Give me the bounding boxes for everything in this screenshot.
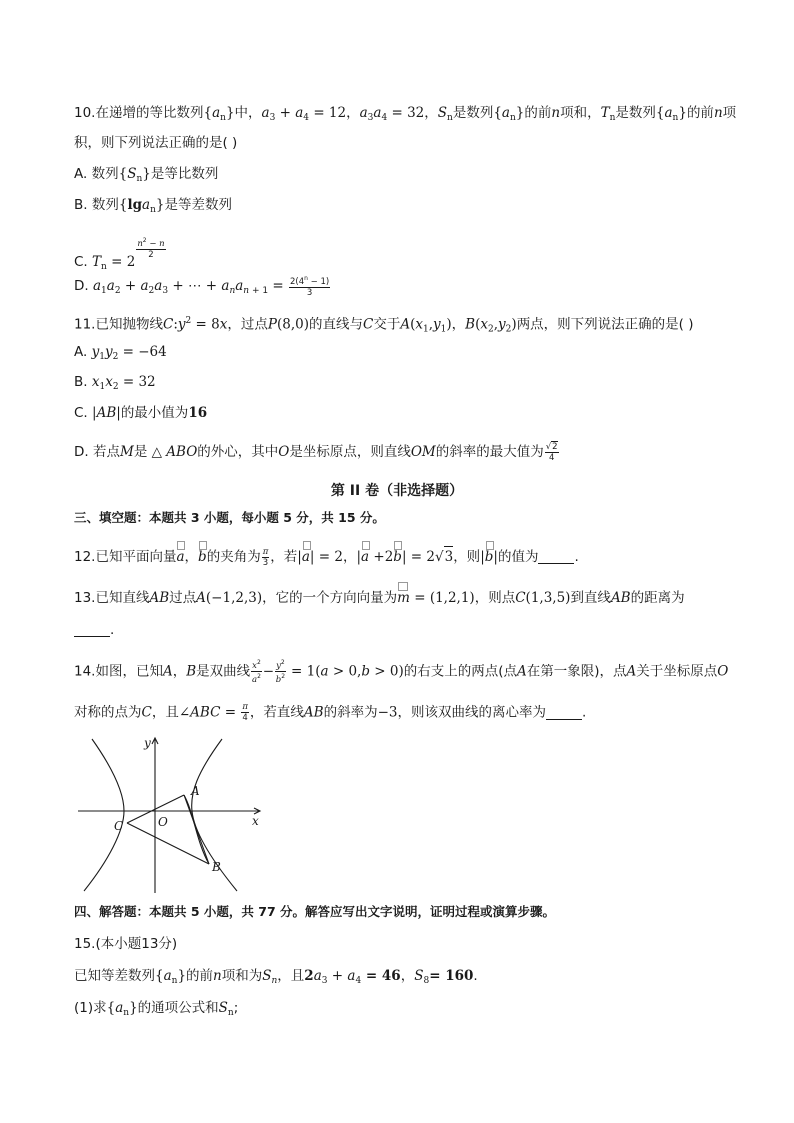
part4-heading: 四、解答题：本题共 5 小题，共 77 分。解答应写出文字说明，证明过程或演算步骤。 <box>74 904 556 919</box>
q10-line2: 积，则下列说法正确的是( ) <box>74 135 238 151</box>
answer-blank <box>74 622 110 637</box>
q10-option-a: A. 数列$\{S_n\}$是等比数列 <box>74 166 219 184</box>
q11-option-c: C. |AB|的最小值为16 <box>74 405 208 421</box>
answer-blank <box>546 705 582 720</box>
origin-label: O <box>158 815 168 829</box>
q11-line1: 11.已知抛物线$C:y^2 = 8x$，过点P(8,0)的直线与C交于$A(x_1,y_1)$，$B(x_2,y_2)$两点，则下列说法正确的是( ) <box>74 316 694 335</box>
answer-blank <box>538 549 574 564</box>
q14-line1: 14.如图，已知A，B是双曲线 $\frac{x^2}{a^2}$ − $\frac{y^2}{b^2}$ = 1(a > 0,b > 0)的右支上的两点(点A在第一象限)，点A关于坐标原点O <box>74 659 729 685</box>
q15-line1: 已知等差数列$\{a_n\}$的前n项和为$S_n$，且$2a_3 + a_4 = 46$，$S_8= 160$. <box>74 968 478 986</box>
q11-option-d: D. 若点M是 △ ABO的外心，其中O是坐标原点，则直线OM的斜率的最大值为 $\frac{√2}{4}$ <box>74 442 558 463</box>
q15-sub1: (1)求$\{a_n\}$的通项公式和$S_n$; <box>74 1000 239 1018</box>
hyperbola-left-branch <box>84 739 124 891</box>
point-b-label: B <box>212 860 221 874</box>
q13-line2: . <box>74 620 114 640</box>
point-c-label: C <box>114 819 124 833</box>
q10-option-d: D. $a_1a_2 + a_2a_3$ + ⋯ + $a_na_{n + 1}$ = $\frac{2(4^n - 1)}{3}$ <box>74 275 330 298</box>
q14-line2: 对称的点为C，且∠ABC = $\frac{\pi}{4}$ ，若直线AB的斜率为−3，则该双曲线的离心率为 . <box>74 702 587 723</box>
axis-x-label: x <box>252 814 259 828</box>
part3-heading: 三、填空题：本题共 3 小题，每小题 5 分，共 15 分。 <box>74 510 385 525</box>
point-a-label: A <box>191 784 200 798</box>
q10-option-c: C. $T_n = 2$ $\frac{n^2 - n}{2}$ <box>74 237 165 272</box>
q12-line: 12.已知平面向量 a， b的夹角为 $\frac{\pi}{3}$ ，若| a| = 2，| a +2 b| = 2√3，则| b|的值为 . <box>74 546 579 568</box>
axis-y-label: y <box>144 736 151 750</box>
q11-option-b: B. $x_1x_2 = 32$ <box>74 374 156 392</box>
q10-option-b: B. 数列{lga$_n$}是等差数列 <box>74 197 232 215</box>
q11-option-a: A. $y_1y_2 = -64$ <box>74 344 167 362</box>
section-title: 第 II 卷（非选择题） <box>330 483 464 499</box>
q13-line1: 13.已知直线AB过点A(−1,2,3)，它的一个方向向量为 m = (1,2,1)，则点C(1,3,5)到直线AB的距离为 <box>74 588 685 608</box>
q15-header: 15.(本小题13分) <box>74 936 178 952</box>
q10-line1: 10.在递增的等比数列$\{a_n\}$中，$a_3 + a_4 = 12$，$a_3a_4 = 32$，$S_n$是数列$\{a_n\}$的前n项和，$T_n$是数列$\{a_n\}$的前n项 <box>74 105 737 123</box>
hyperbola-figure <box>72 733 272 895</box>
